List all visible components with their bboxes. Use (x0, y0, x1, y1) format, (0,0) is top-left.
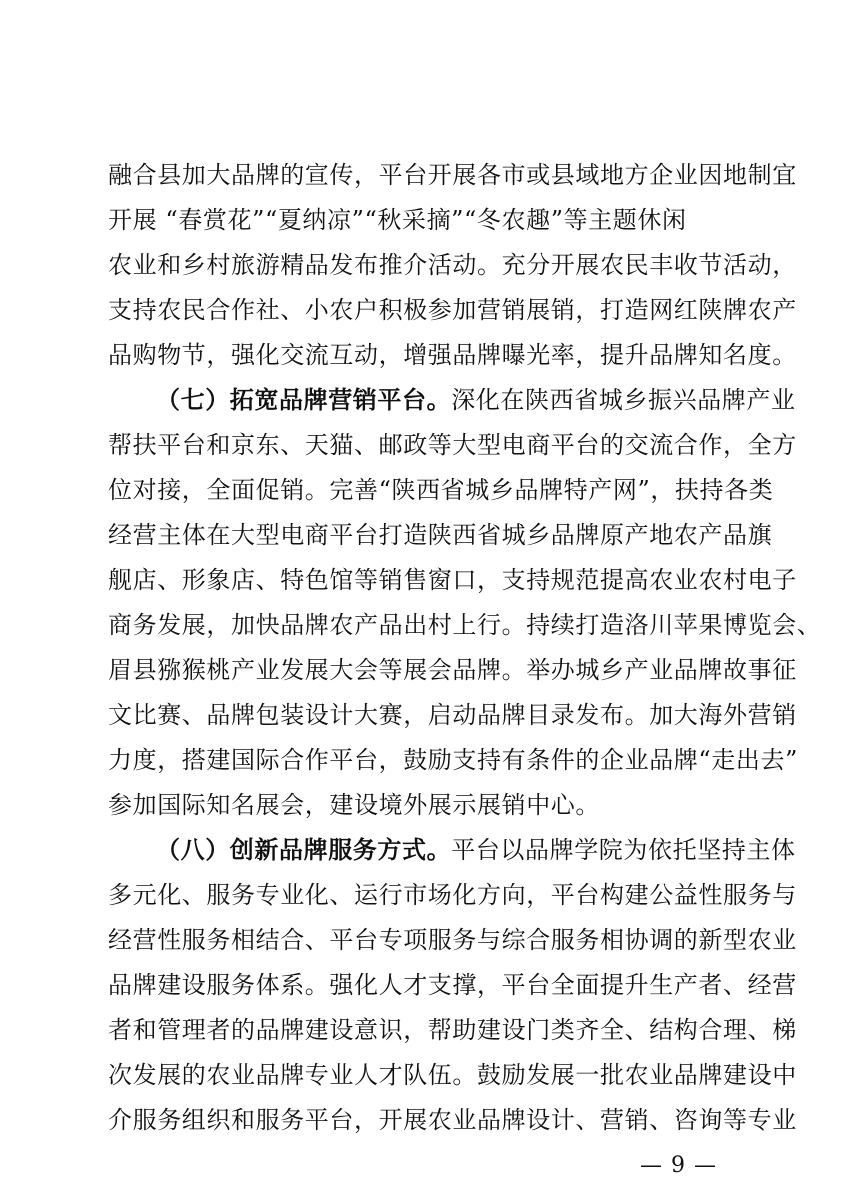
body-line: 次发展的农业品牌专业人才队伍。鼓励发展一批农业品牌建设中 (108, 1061, 797, 1089)
body-line: 农业和乡村旅游精品发布推介活动。充分开展农民丰收节活动， (108, 251, 797, 279)
body-line: 融合县加大品牌的宣传，平台开展各市或县域地方企业因地制宜 (108, 161, 797, 189)
body-line: 开展 “春赏花”“夏纳凉”“秋采摘”“冬农趣”等主题休闲 (108, 206, 687, 234)
section-seven-first-line (156, 385, 796, 414)
body-line: 力度，搭建国际合作平台，鼓励支持有条件的企业品牌“走出去” (108, 746, 798, 774)
body-line: 支持农民合作社、小农户积极参加营销展销，打造网红陕牌农产 (108, 296, 797, 324)
page-number: — 9 — (640, 1153, 717, 1178)
section-seven-heading: （七）拓宽品牌营销平台。 (156, 385, 452, 414)
section-seven-first-line-text: 深化在陕西省城乡振兴品牌产业 (451, 386, 796, 414)
section-eight-heading: （八）创新品牌服务方式。 (156, 835, 452, 864)
body-line: 经营性服务相结合、平台专项服务与综合服务相协调的新型农业 (108, 926, 797, 954)
body-line: 品牌建设服务体系。强化人才支撑，平台全面提升生产者、经营 (108, 971, 797, 999)
body-line: 帮扶平台和京东、天猫、邮政等大型电商平台的交流合作，全方 (108, 431, 797, 459)
section-eight-first-line-text: 平台以品牌学院为依托坚持主体 (451, 836, 796, 864)
body-line: 舰店、形象店、特色馆等销售窗口，支持规范提高农业农村电子 (108, 566, 797, 594)
body-line: 品购物节，强化交流互动，增强品牌曝光率，提升品牌知名度。 (108, 341, 797, 369)
body-line: 文比赛、品牌包装设计大赛，启动品牌目录发布。加大海外营销 (108, 701, 797, 729)
section-eight-first-line (156, 835, 796, 864)
body-line: 多元化、服务专业化、运行市场化方向，平台构建公益性服务与 (108, 881, 797, 909)
body-line: 参加国际知名展会，建设境外展示展销中心。 (108, 791, 600, 819)
body-line: 介服务组织和服务平台，开展农业品牌设计、营销、咨询等专业 (108, 1106, 797, 1134)
body-line: 者和管理者的品牌建设意识，帮助建设门类齐全、结构合理、梯 (108, 1016, 797, 1044)
body-line: 商务发展，加快品牌农产品出村上行。持续打造洛川苹果博览会、 (108, 611, 822, 639)
body-line: 位对接，全面促销。完善“陕西省城乡品牌特产网”，扶持各类 (108, 476, 774, 504)
body-line: 眉县猕猴桃产业发展大会等展会品牌。举办城乡产业品牌故事征 (108, 656, 797, 684)
body-line: 经营主体在大型电商平台打造陕西省城乡品牌原产地农产品旗 (108, 521, 773, 549)
